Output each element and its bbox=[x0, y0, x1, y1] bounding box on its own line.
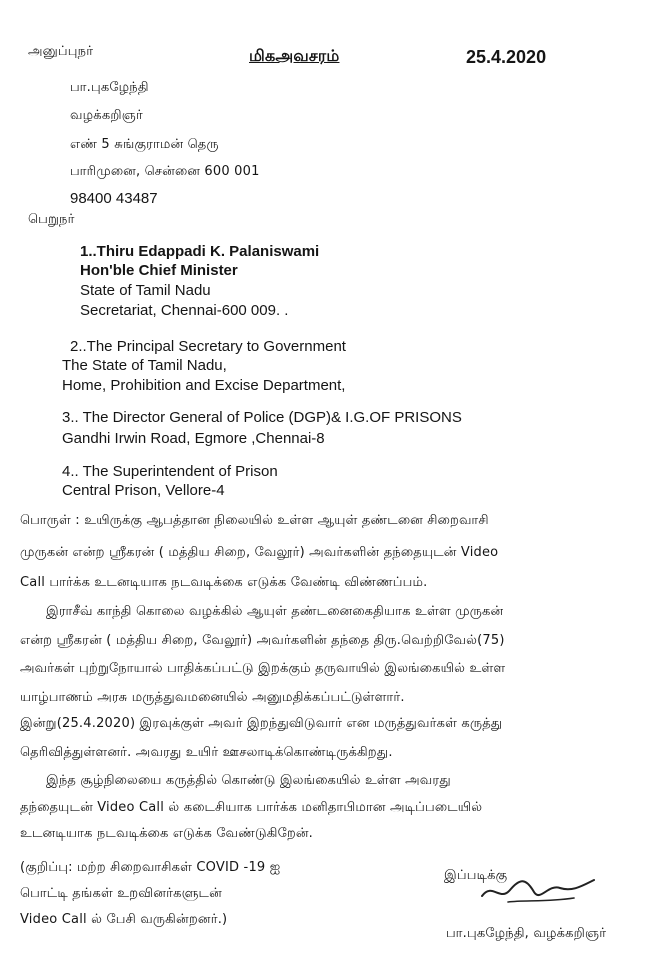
signature-name: பா.புகழேந்தி, வழக்கறிஞர் bbox=[446, 926, 607, 941]
recipient-1-name: 1..Thiru Edappadi K. Palaniswami bbox=[80, 243, 320, 260]
body-p2-line1: இந்த சூழ்நிலையை கருத்தில் கொண்டு இலங்கையில் உள்ள அவரது bbox=[46, 773, 451, 788]
recipient-3-title: 3.. The Director General of Police (DGP)& I.G.OF PRISONS bbox=[62, 409, 462, 426]
body-p1-line3: அவர்கள் புற்றுநோயால் பாதிக்கப்பட்டு இறக்கும் தருவாயில் இலங்கையில் உள்ள bbox=[20, 661, 506, 676]
recipient-2-department: Home, Prohibition and Excise Department, bbox=[62, 377, 346, 394]
note-line-2: பொட்டி தங்கள் உறவினர்களுடன் bbox=[20, 886, 222, 901]
body-p1-line5: இன்று(25.4.2020) இரவுக்குள் அவர் இறந்துவிடுவார் என மருத்துவர்கள் கருத்து bbox=[20, 716, 503, 731]
body-p1-line1: இராசீவ் காந்தி கொலை வழக்கில் ஆயுள் தண்டனைகைதியாக உள்ள முருகன் bbox=[46, 604, 504, 619]
recipient-1-state: State of Tamil Nadu bbox=[80, 282, 211, 299]
recipient-2-state: The State of Tamil Nadu, bbox=[62, 357, 227, 374]
recipient-2-title: 2..The Principal Secretary to Government bbox=[70, 338, 346, 355]
subject-line-1: பொருள் : உயிருக்கு ஆபத்தான நிலையில் உள்ள ஆயுள் தண்டனை சிறைவாசி bbox=[20, 513, 489, 528]
to-label: பெறுநர் bbox=[28, 212, 75, 227]
sender-phone: 98400 43487 bbox=[70, 190, 158, 207]
body-p1-line4: யாழ்பாணம் அரசு மருத்துவமனையில் அனுமதிக்கப்பட்டுள்ளார். bbox=[20, 690, 405, 705]
subject-line-3: Call பார்க்க உடனடியாக நடவடிக்கை எடுக்க வேண்டி விண்ணப்பம். bbox=[20, 575, 428, 590]
sender-designation: வழக்கறிஞர் bbox=[70, 108, 143, 123]
body-p2-line3: உடனடியாக நடவடிக்கை எடுக்க வேண்டுகிறேன். bbox=[20, 826, 314, 841]
sender-name: பா.புகழேந்தி bbox=[70, 80, 149, 95]
urgent-title: மிகஅவசரம் bbox=[249, 46, 340, 65]
signature-icon bbox=[478, 872, 598, 910]
recipient-1-title: Hon'ble Chief Minister bbox=[80, 262, 238, 279]
sender-address-line2: பாரிமுனை, சென்னை 600 001 bbox=[70, 164, 260, 179]
body-p2-line2: தந்தையுடன் Video Call ல் கடைசியாக பார்க்க மனிதாபிமான அடிப்படையில் bbox=[20, 800, 483, 815]
letter-date: 25.4.2020 bbox=[466, 47, 547, 67]
body-p1-line6: தெரிவித்துள்ளனர். அவரது உயிர் ஊசலாடிக்கொண்டிருக்கிறது. bbox=[20, 745, 393, 760]
body-p1-line2: என்ற ஸ்ரீகரன் ( மத்திய சிறை, வேலூர்) அவர்களின் தந்தை திரு.வெற்றிவேல்(75) bbox=[20, 633, 505, 648]
recipient-1-address: Secretariat, Chennai-600 009. . bbox=[80, 302, 289, 319]
note-line-1: (குறிப்பு: மற்ற சிறைவாசிகள் COVID -19 ஐ bbox=[20, 860, 281, 875]
note-line-3: Video Call ல் பேசி வருகின்றனர்.) bbox=[20, 912, 228, 927]
recipient-4-address: Central Prison, Vellore-4 bbox=[62, 482, 225, 499]
recipient-3-address: Gandhi Irwin Road, Egmore ,Chennai-8 bbox=[62, 430, 325, 447]
from-label: அனுப்புநர் bbox=[28, 44, 94, 59]
closing-yours: இப்படிக்கு bbox=[444, 868, 508, 883]
sender-address-line1: எண் 5 சுங்குராமன் தெரு bbox=[70, 137, 219, 152]
subject-line-2: முருகன் என்ற ஸ்ரீகரன் ( மத்திய சிறை, வேலூர்) அவர்களின் தந்தையுடன் Video bbox=[20, 545, 499, 560]
recipient-4-title: 4.. The Superintendent of Prison bbox=[62, 463, 278, 480]
